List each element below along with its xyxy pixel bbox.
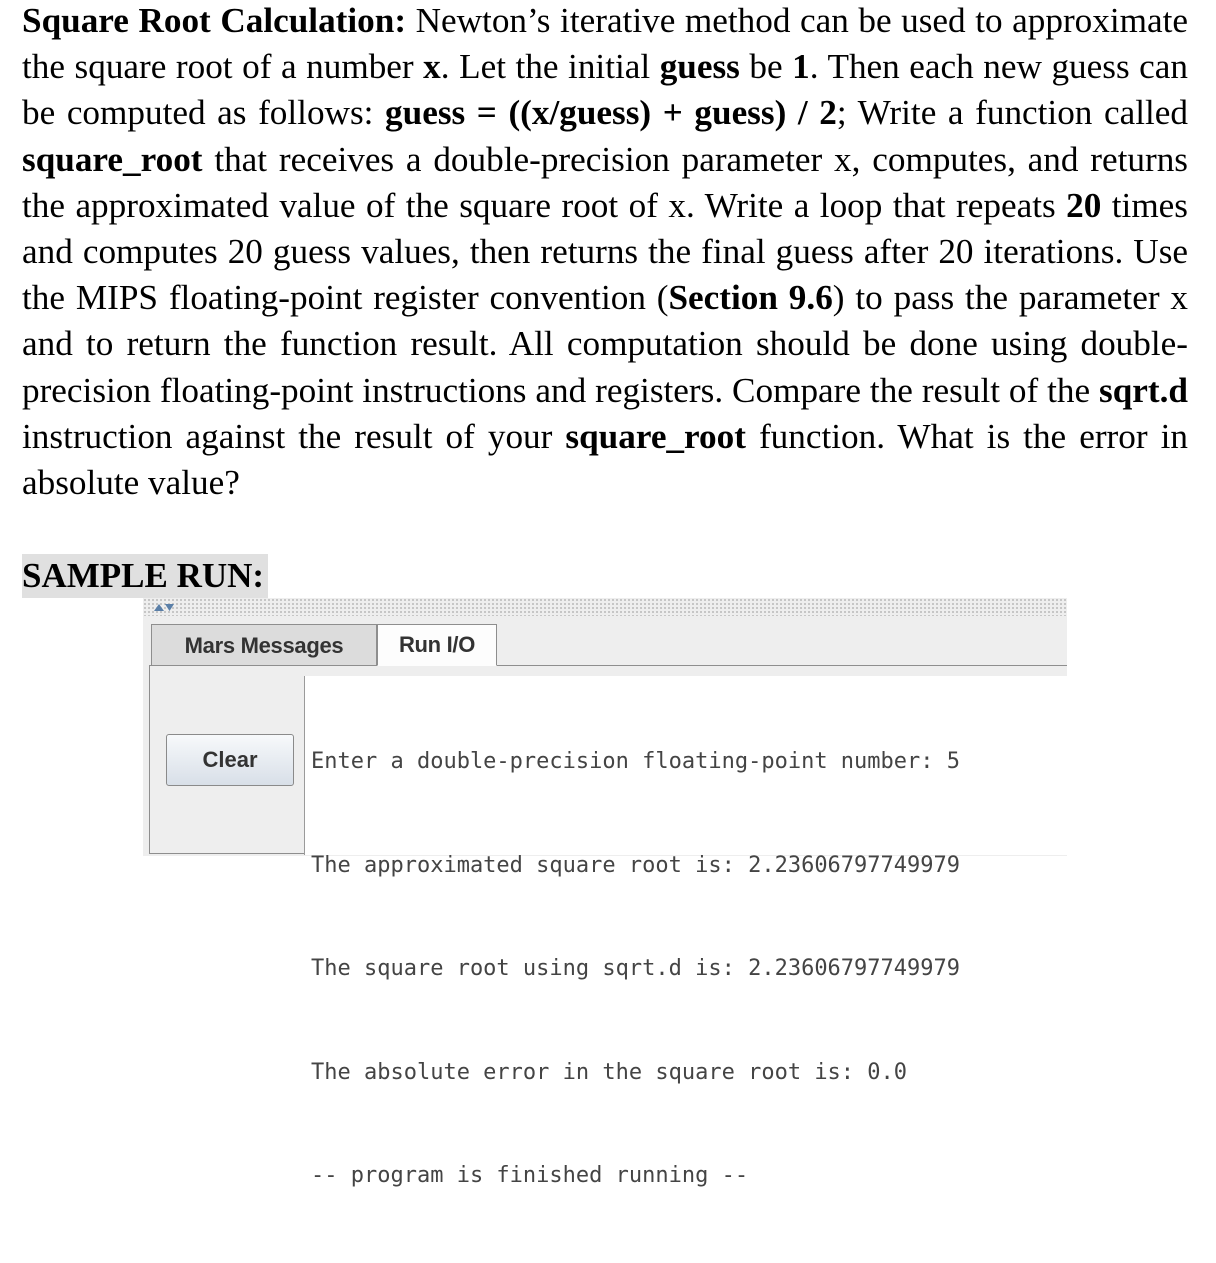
console-output[interactable] bbox=[304, 676, 1068, 1188]
problem-bold: guess bbox=[659, 47, 740, 87]
console-line: The absolute error in the square root is: 0.0 bbox=[311, 1059, 908, 1085]
collapse-arrows-icon[interactable] bbox=[153, 601, 175, 613]
console-line: Enter a double-precision floating-point number: 5 bbox=[311, 749, 961, 774]
instruction-name: sqrt.d bbox=[1099, 370, 1188, 410]
problem-text: function. What is the error in absolute value? bbox=[22, 416, 1188, 503]
clear-button[interactable]: Clear bbox=[166, 734, 294, 786]
console-line: The approximated square root is: 2.23606797749979 bbox=[311, 852, 961, 878]
problem-text: ) to pass the parameter x and to return the function result. All computation should be done using double-precision floating-point instructions and registers. Compare the result of the bbox=[22, 278, 1188, 410]
function-name: square_root bbox=[565, 416, 746, 456]
problem-bold: x bbox=[423, 47, 441, 87]
iteration-count: 20 bbox=[1066, 185, 1102, 225]
problem-text: . Then each new guess can be computed as follows: bbox=[22, 47, 1189, 133]
problem-title: Square Root Calculation: bbox=[22, 1, 407, 40]
problem-text: times and computes 20 guess values, then returns the final guess after 20 iterations. Use the MIPS floating-point register convention ( bbox=[22, 185, 1188, 318]
problem-text: Newton’s iterative method can be used to approximate the square root of a number bbox=[22, 1, 1189, 87]
problem-text: that receives a double-precision parameter x, computes, and returns the approximated value of the square root of x. Write a loop that repeats bbox=[22, 139, 1188, 225]
console-line: -- program is finished running -- bbox=[311, 1163, 749, 1188]
problem-text: . Let the initial bbox=[440, 47, 660, 87]
function-name: square_root bbox=[22, 139, 203, 179]
section-reference: Section 9.6 bbox=[668, 278, 833, 318]
console-line: The square root using sqrt.d is: 2.23606797749979 bbox=[311, 956, 961, 981]
sample-run-heading: SAMPLE RUN: bbox=[22, 554, 268, 598]
problem-text: ; Write a function called bbox=[836, 93, 1188, 133]
problem-text: instruction against the result of your bbox=[22, 416, 566, 456]
problem-text: be bbox=[739, 47, 793, 87]
problem-bold: 1 bbox=[792, 47, 810, 87]
problem-statement bbox=[22, 0, 1188, 506]
tab-mars-messages[interactable]: Mars Messages bbox=[151, 624, 377, 666]
newton-formula: guess = ((x/guess) + guess) / 2 bbox=[385, 93, 837, 133]
tab-run-io[interactable]: Run I/O bbox=[377, 624, 497, 666]
mars-io-panel bbox=[143, 598, 1067, 1188]
split-divider[interactable] bbox=[143, 598, 1067, 616]
run-io-content bbox=[149, 665, 1067, 1188]
